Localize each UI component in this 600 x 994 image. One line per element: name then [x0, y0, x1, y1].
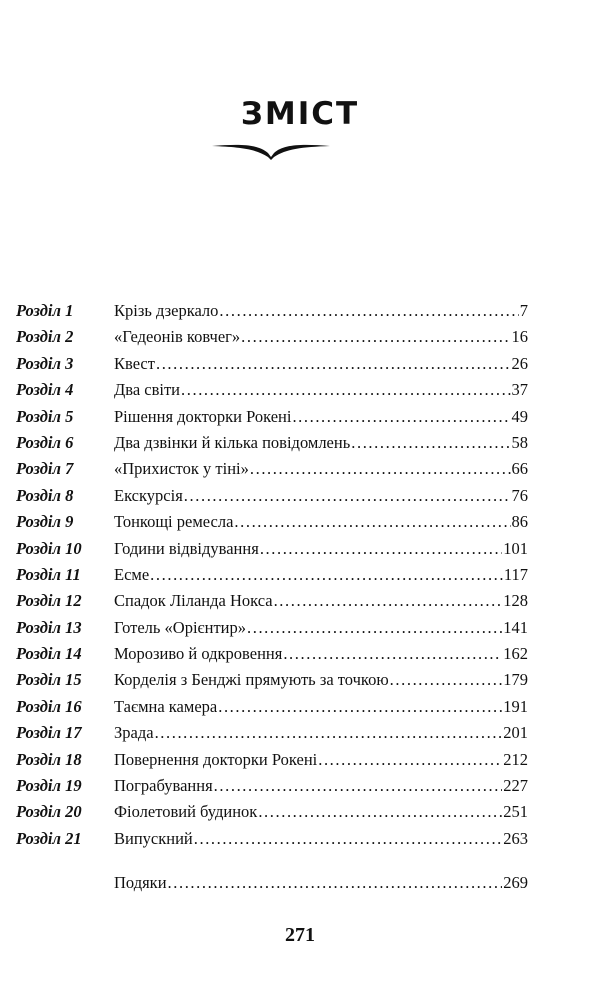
- toc-row: [16, 588, 528, 614]
- acknowledgements-title: Подяки: [114, 873, 167, 893]
- chapter-title: Пограбування: [114, 776, 213, 796]
- dot-leader: [181, 377, 510, 403]
- chapter-title: Два світи: [114, 380, 181, 400]
- chapter-word: Розділ: [16, 617, 61, 637]
- chapter-title: Есме: [114, 564, 150, 584]
- chapter-title: Морозиво й одкровення: [114, 644, 283, 664]
- chapter-number: 7: [65, 459, 74, 479]
- chapter-label: [16, 298, 114, 324]
- chapter-number: 20: [65, 802, 82, 822]
- dot-leader: [318, 747, 502, 773]
- chapter-label: [16, 562, 114, 588]
- chapter-label: [16, 615, 114, 641]
- toc-row: [16, 483, 528, 509]
- toc-row: [16, 773, 528, 799]
- toc-row: [16, 562, 528, 588]
- chapter-page: 162: [503, 644, 528, 664]
- chapter-label: [16, 667, 114, 693]
- chapter-number: 19: [65, 776, 82, 796]
- chapter-number: 4: [65, 380, 74, 400]
- chapter-label: [16, 456, 114, 482]
- chapter-number: 13: [65, 617, 82, 637]
- dot-leader: [234, 509, 510, 535]
- chapter-word: Розділ: [16, 327, 61, 347]
- chapter-number: 12: [65, 591, 82, 611]
- chapter-page: 58: [511, 432, 528, 452]
- chapter-page: 49: [511, 406, 528, 426]
- chapter-title: Готель «Орієнтир»: [114, 617, 246, 637]
- dot-leader: [184, 483, 511, 509]
- dot-leader: [260, 536, 502, 562]
- chapter-title: «Гедеонів ковчег»: [114, 327, 241, 347]
- chapter-label: [16, 773, 114, 799]
- toc-row: [16, 324, 528, 350]
- chapter-number: 2: [65, 327, 74, 347]
- chapter-word: Розділ: [16, 538, 61, 558]
- dot-leader: [214, 773, 503, 799]
- chapter-page: 128: [503, 591, 528, 611]
- dot-leader: [241, 324, 510, 350]
- chapter-title: Корделія з Бенджі прямують за точкою: [114, 670, 389, 690]
- dot-leader: [155, 720, 503, 746]
- chapter-page: 7: [519, 301, 528, 320]
- acknowledgements-page: 269: [503, 873, 528, 893]
- chapter-page: 191: [503, 696, 528, 716]
- chapter-page: 86: [511, 512, 528, 532]
- chapter-title: Спадок Ліланда Нокса: [114, 591, 273, 611]
- chapter-number: 17: [65, 723, 82, 743]
- chapter-word: Розділ: [16, 591, 61, 611]
- chapter-page: 16: [511, 327, 528, 347]
- chapter-title: Тонкощі ремесла: [114, 512, 234, 532]
- chapter-word: Розділ: [16, 802, 61, 822]
- chapter-page: 251: [503, 802, 528, 822]
- toc-row: [16, 799, 528, 825]
- chapter-page: 141: [503, 617, 528, 637]
- chapter-number: 16: [65, 696, 82, 716]
- table-of-contents: [16, 298, 528, 897]
- chapter-page: 201: [503, 723, 528, 743]
- page-number: 271: [285, 924, 315, 946]
- chapter-label: [16, 483, 114, 509]
- chapter-page: 66: [511, 459, 528, 479]
- chapter-number: 10: [65, 538, 82, 558]
- chapter-word: Розділ: [16, 485, 61, 505]
- chapter-number: 21: [65, 828, 82, 848]
- chapter-number: 18: [65, 749, 82, 769]
- chapter-word: Розділ: [16, 696, 61, 716]
- chapter-title: Два дзвінки й кілька повідомлень: [114, 432, 351, 452]
- chapter-number: 8: [65, 485, 74, 505]
- chapter-title: Випускний: [114, 828, 193, 848]
- chapter-word: Розділ: [16, 564, 61, 584]
- chapter-title: Екскурсія: [114, 485, 183, 505]
- dot-leader: [219, 298, 518, 324]
- toc-row: [16, 456, 528, 482]
- chapter-title: Таємна камера: [114, 696, 218, 716]
- chapter-word: Розділ: [16, 353, 61, 373]
- chapter-label: [16, 430, 114, 456]
- chapter-label: [16, 747, 114, 773]
- chapter-label: [16, 351, 114, 377]
- toc-row: [16, 536, 528, 562]
- chapter-word: Розділ: [16, 644, 61, 664]
- chapter-label: [16, 404, 114, 430]
- chapter-label: [16, 324, 114, 350]
- toc-row: [16, 720, 528, 746]
- chapter-title: Повернення докторки Рокені: [114, 749, 318, 769]
- toc-row: [16, 667, 528, 693]
- chapter-page: 101: [503, 538, 528, 558]
- chapter-label: [16, 799, 114, 825]
- dot-leader: [168, 870, 503, 896]
- chapter-label: [16, 826, 114, 852]
- curl-divider-icon: [210, 136, 332, 166]
- chapter-title: Рішення докторки Рокені: [114, 406, 292, 426]
- dot-leader: [283, 641, 502, 667]
- chapter-title: Зрада: [114, 723, 154, 743]
- dot-leader: [292, 404, 510, 430]
- chapter-page: 212: [503, 749, 528, 769]
- chapter-label: [16, 694, 114, 720]
- chapter-number: 1: [65, 301, 74, 320]
- chapter-page: 227: [503, 776, 528, 796]
- chapter-number: 6: [65, 432, 74, 452]
- toc-row: [16, 826, 528, 852]
- chapter-page: 179: [503, 670, 528, 690]
- toc-row: [16, 694, 528, 720]
- chapter-number: 9: [65, 512, 74, 532]
- chapter-word: Розділ: [16, 432, 61, 452]
- chapter-number: 5: [65, 406, 74, 426]
- page-title: ЗМІСТ: [240, 96, 360, 132]
- chapter-number: 15: [65, 670, 82, 690]
- toc-row: [16, 351, 528, 377]
- toc-row: [16, 430, 528, 456]
- chapter-word: Розділ: [16, 380, 61, 400]
- chapter-title: Крізь дзеркало: [114, 301, 219, 320]
- chapter-page: 26: [511, 353, 528, 373]
- chapter-page: 76: [511, 485, 528, 505]
- chapter-word: Розділ: [16, 459, 61, 479]
- chapter-number: 11: [65, 564, 81, 584]
- chapter-title: Фіолетовий будинок: [114, 802, 258, 822]
- toc-row: [16, 641, 528, 667]
- dot-leader: [250, 456, 511, 482]
- chapter-page: 117: [503, 564, 528, 584]
- dot-leader: [156, 351, 511, 377]
- toc-row: [16, 404, 528, 430]
- dot-leader: [274, 588, 503, 614]
- chapter-title: Квест: [114, 353, 155, 373]
- chapter-title: Години відвідування: [114, 538, 259, 558]
- chapter-word: Розділ: [16, 512, 61, 532]
- chapter-label: [16, 509, 114, 535]
- toc-row: [16, 298, 528, 324]
- dot-leader: [194, 826, 503, 852]
- dot-leader: [150, 562, 503, 588]
- toc-row: [16, 509, 528, 535]
- chapter-word: Розділ: [16, 670, 61, 690]
- toc-row: [16, 377, 528, 403]
- chapter-label: [16, 536, 114, 562]
- chapter-label: [16, 720, 114, 746]
- chapter-label: [16, 588, 114, 614]
- toc-row: [16, 615, 528, 641]
- chapter-page: 263: [503, 828, 528, 848]
- chapter-word: Розділ: [16, 301, 61, 320]
- chapter-number: 14: [65, 644, 82, 664]
- chapter-word: Розділ: [16, 406, 61, 426]
- dot-leader: [247, 615, 502, 641]
- dot-leader: [218, 694, 502, 720]
- dot-leader: [390, 667, 503, 693]
- chapter-word: Розділ: [16, 776, 61, 796]
- chapter-title: «Прихисток у тіні»: [114, 459, 249, 479]
- chapter-page: 37: [511, 380, 528, 400]
- dot-leader: [351, 430, 510, 456]
- chapter-label: [16, 377, 114, 403]
- chapter-word: Розділ: [16, 723, 61, 743]
- chapter-label: [16, 641, 114, 667]
- chapter-number: 3: [65, 353, 74, 373]
- chapter-word: Розділ: [16, 749, 61, 769]
- acknowledgements-row: [16, 870, 528, 896]
- dot-leader: [258, 799, 502, 825]
- chapter-word: Розділ: [16, 828, 61, 848]
- toc-row: [16, 747, 528, 773]
